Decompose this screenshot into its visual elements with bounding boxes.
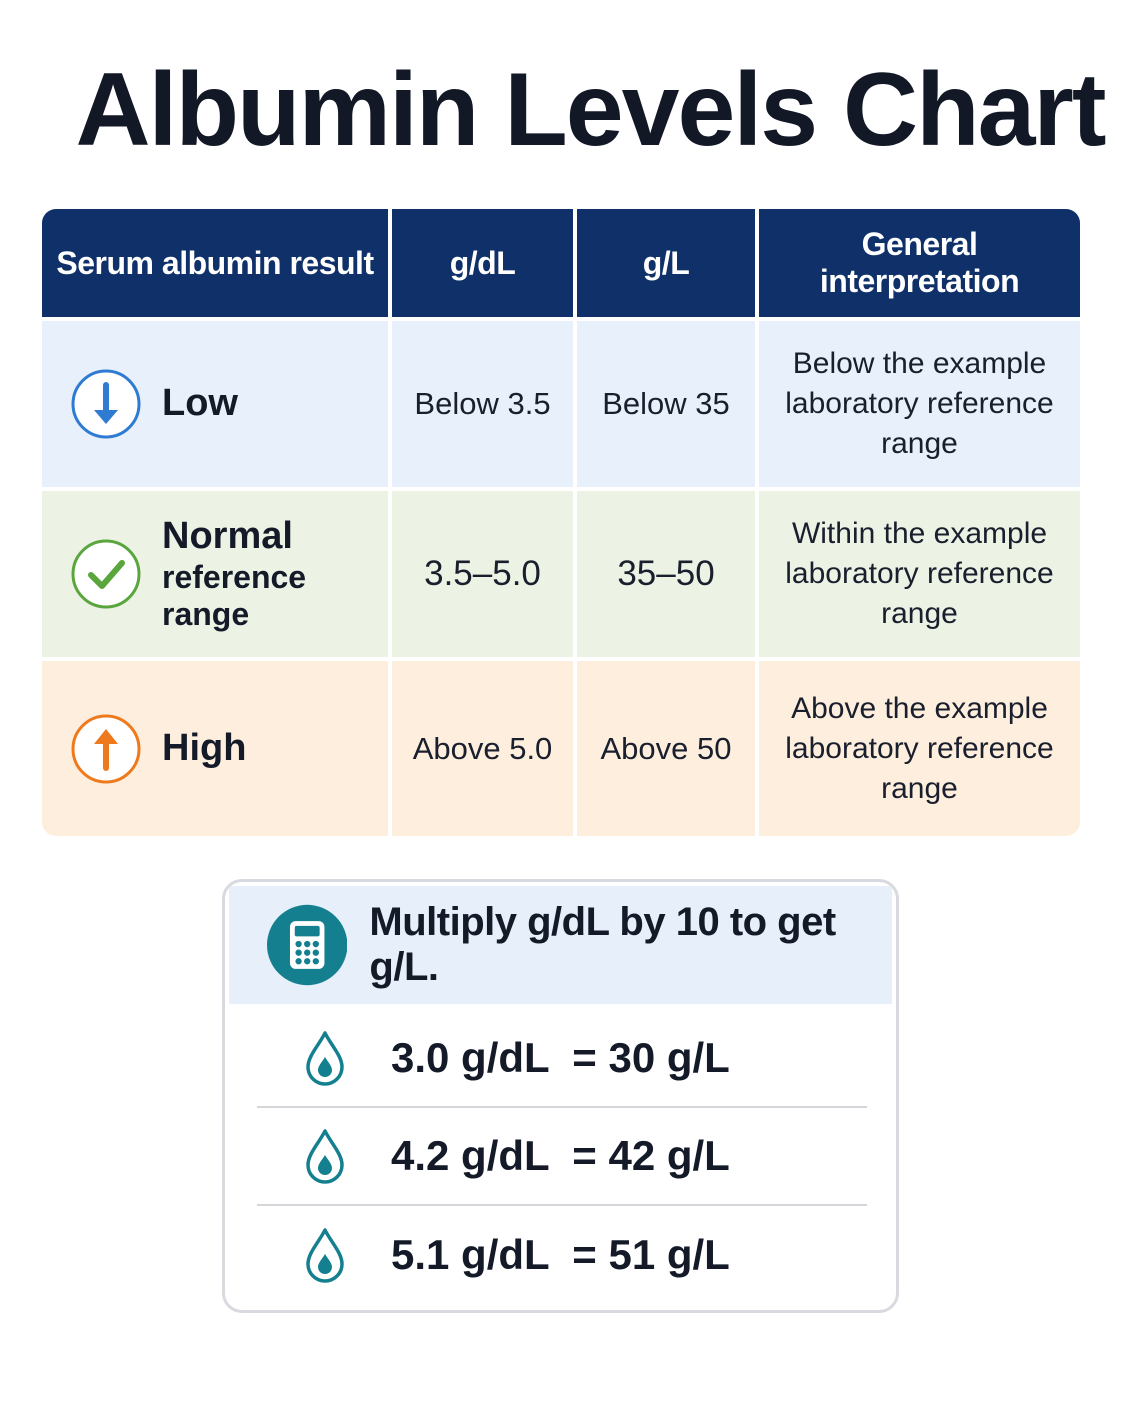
conversion-example — [257, 1010, 867, 1108]
status-cell-high — [42, 661, 392, 836]
column-header-g-l: g/L — [577, 209, 759, 321]
high-g-dl-value: Above 5.0 — [392, 661, 577, 836]
normal-g-l-value: 35–50 — [577, 491, 759, 661]
conversion-example — [257, 1206, 867, 1304]
water-drop-icon — [303, 1029, 347, 1087]
status-cell-low — [42, 321, 392, 491]
arrow-down-icon — [70, 368, 142, 440]
column-header-interpretation: General interpretation — [759, 209, 1080, 321]
normal-interpretation: Within the example laboratory reference range — [759, 491, 1080, 661]
status-label-high: High — [162, 726, 247, 769]
conversion-example-text: 5.1 g/dL = 51 g/L — [391, 1231, 730, 1278]
status-label-normal: Normal — [162, 515, 293, 558]
column-header-g-dl: g/dL — [392, 209, 577, 321]
conversion-rule: Multiply g/dL by 10 to get g/L. — [369, 900, 836, 989]
water-drop-icon — [303, 1226, 347, 1284]
status-sublabel-normal: reference range — [162, 558, 307, 632]
low-g-dl-value: Below 3.5 — [392, 321, 577, 491]
check-icon — [70, 538, 142, 610]
conversion-example-text: 4.2 g/dL = 42 g/L — [391, 1132, 730, 1179]
status-cell-normal — [42, 491, 392, 661]
albumin-levels-table — [42, 209, 1080, 836]
status-label-low: Low — [162, 382, 238, 425]
high-interpretation: Above the example laboratory reference range — [759, 661, 1080, 836]
low-g-l-value: Below 35 — [577, 321, 759, 491]
column-header-result: Serum albumin result — [42, 209, 392, 321]
conversion-example-text: 3.0 g/dL = 30 g/L — [391, 1034, 730, 1081]
conversion-example — [257, 1108, 867, 1206]
high-g-l-value: Above 50 — [577, 661, 759, 836]
page-title: Albumin Levels Chart — [75, 52, 1105, 168]
calculator-icon — [267, 903, 347, 987]
arrow-up-icon — [70, 713, 142, 785]
conversion-header — [229, 886, 892, 1004]
normal-g-dl-value: 3.5–5.0 — [392, 491, 577, 661]
low-interpretation: Below the example laboratory reference range — [759, 321, 1080, 491]
water-drop-icon — [303, 1127, 347, 1185]
conversion-box — [222, 879, 899, 1313]
